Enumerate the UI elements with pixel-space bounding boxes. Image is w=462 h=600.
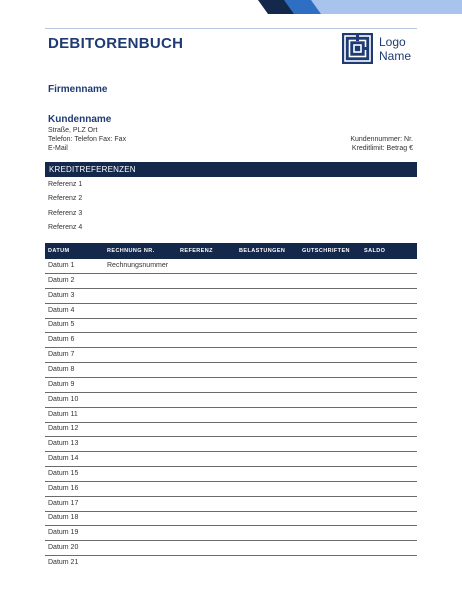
table-row [45,422,417,437]
table-row [45,556,417,571]
cell-date: Datum 6 [48,336,75,344]
logo-maze-icon [342,33,373,64]
table-row [45,541,417,556]
table-row [45,259,417,274]
cell-date: Datum 4 [48,306,75,314]
column-header-invoice: RECHNUNG NR. [107,248,155,254]
logo-text-line-2: Name [379,49,412,63]
table-row [45,511,417,526]
credit-reference-item: Referenz 1 [48,181,83,188]
table-row [45,333,417,348]
cell-date: Datum 3 [48,291,75,299]
table-row [45,467,417,482]
header-divider [45,28,417,29]
cell-date: Datum 1 [48,262,75,269]
table-row [45,304,417,319]
logo-text-line-1: Logo [379,35,406,49]
cell-date: Datum 15 [48,469,79,477]
cell-date: Datum 18 [48,514,79,522]
cell-date: Datum 7 [48,351,75,359]
column-header-reference: REFERENZ [180,248,213,254]
column-header-balance: SALDO [364,248,386,254]
cell-date: Datum 14 [48,455,79,463]
customer-phone-fax: Telefon: Telefon Fax: Fax [48,136,127,143]
table-row [45,408,417,423]
header-decoration [0,0,462,14]
customer-name: Kundenname [48,114,112,125]
cell-invoice-number: Rechnungsnummer [107,262,169,269]
table-row [45,437,417,452]
document-title: DEBITORENBUCH [48,35,184,52]
company-name: Firmenname [48,84,108,95]
table-row [45,393,417,408]
table-row [45,289,417,304]
credit-reference-item: Referenz 2 [48,195,83,202]
customer-number: Kundennummer: Nr. [350,136,413,143]
cell-date: Datum 10 [48,395,79,403]
table-row [45,482,417,497]
cell-date: Datum 16 [48,484,79,492]
cell-date: Datum 21 [48,559,79,566]
table-row [45,378,417,393]
table-row [45,274,417,289]
credit-limit: Kreditlimit: Betrag € [351,145,413,152]
cell-date: Datum 9 [48,380,75,388]
cell-date: Datum 20 [48,544,79,552]
credit-references-heading: KREDITREFERENZEN [45,162,417,177]
column-header-date: DATUM [48,248,70,254]
column-header-credits: GUTSCHRIFTEN [302,248,350,254]
cell-date: Datum 12 [48,425,79,433]
column-header-debits: BELASTUNGEN [239,248,286,254]
logo-name [379,35,411,63]
cell-date: Datum 5 [48,321,75,329]
table-row [45,526,417,541]
table-row [45,318,417,333]
cell-date: Datum 2 [48,276,75,284]
table-row [45,497,417,512]
table-row [45,348,417,363]
table-row [45,363,417,378]
cell-date: Datum 8 [48,365,75,373]
cell-date: Datum 13 [48,440,79,448]
customer-email: E-Mail [48,145,68,152]
ledger-table-header [45,243,417,259]
credit-reference-item: Referenz 4 [48,224,83,231]
cell-date: Datum 17 [48,499,79,507]
table-row [45,452,417,467]
cell-date: Datum 11 [48,410,78,418]
cell-date: Datum 19 [48,529,79,537]
credit-reference-item: Referenz 3 [48,210,83,217]
customer-street: Straße, PLZ Ort [48,127,98,134]
